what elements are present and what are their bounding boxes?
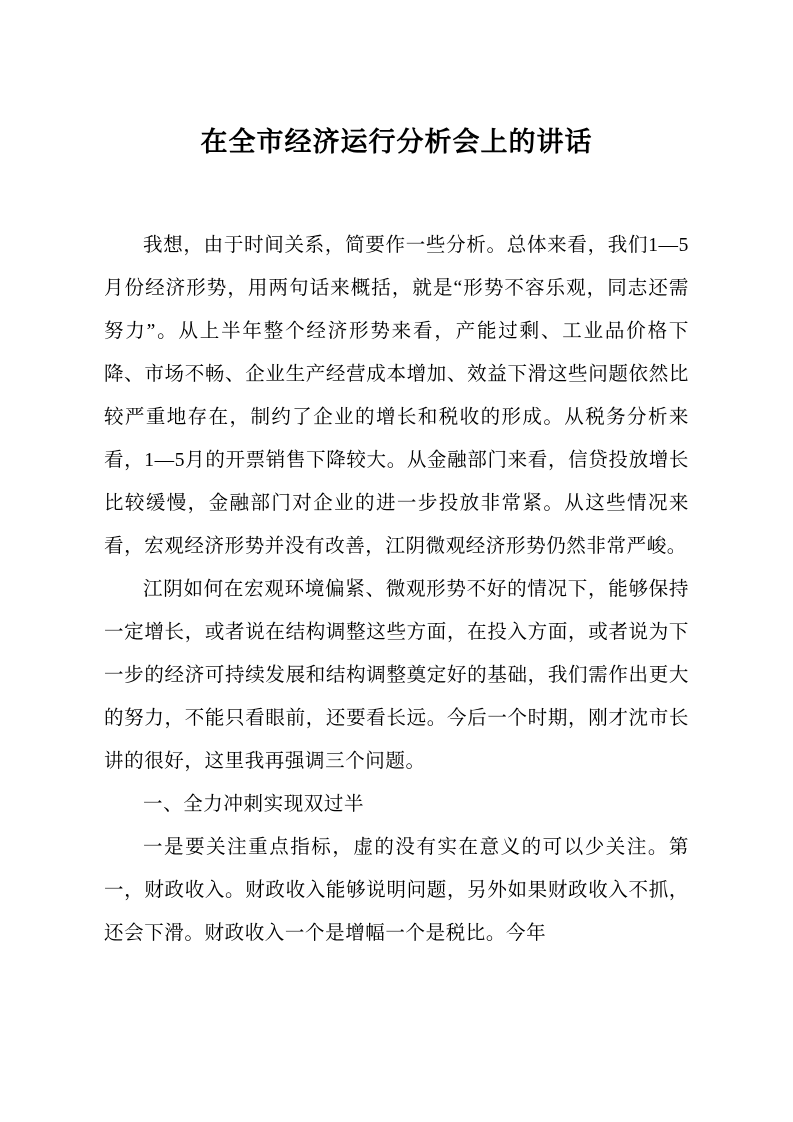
page-title: 在全市经济运行分析会上的讲话 bbox=[200, 127, 593, 157]
paragraph-2: 江阴如何在宏观环境偏紧、微观形势不好的情况下，能够保持一定增长，或者说在结构调整这些方面，在投入方面，或者说为下一步的经济可持续发展和结构调整奠定好的基础，我们需作出更大的努力，不能只看眼前，还要看长远。今后一个时期，刚才沈市长讲的很好，这里我再强调三个问题。 bbox=[104, 578, 689, 772]
paragraph-1: 我想，由于时间关系，简要作一些分析。总体来看，我们1—5月份经济形势，用两句话来概括，就是“形势不容乐观，同志还需努力”。从上半年整个经济形势来看，产能过剩、工业品价格下降、市场不畅、企业生产经营成本增加、效益下滑这些问题依然比较严重地存在，制约了企业的增长和税收的形成。从税务分析来看，1—5月的开票销售下降较大。从金融部门来看，信贷投放增长比较缓慢，金融部门对企业的进一步投放非常紧。从这些情况来看，宏观经济形势并没有改善，江阴微观经济形势仍然非常严峻。 bbox=[104, 234, 689, 557]
paragraph-3: 一是要关注重点指标，虚的没有实在意义的可以少关注。第一，财政收入。财政收入能够说明问题，另外如果财政收入不抓，还会下滑。财政收入一个是增幅一个是税比。今年 bbox=[104, 836, 689, 944]
section-heading-1: 一、全力冲刺实现双过半 bbox=[143, 793, 365, 815]
document-body bbox=[104, 224, 689, 955]
